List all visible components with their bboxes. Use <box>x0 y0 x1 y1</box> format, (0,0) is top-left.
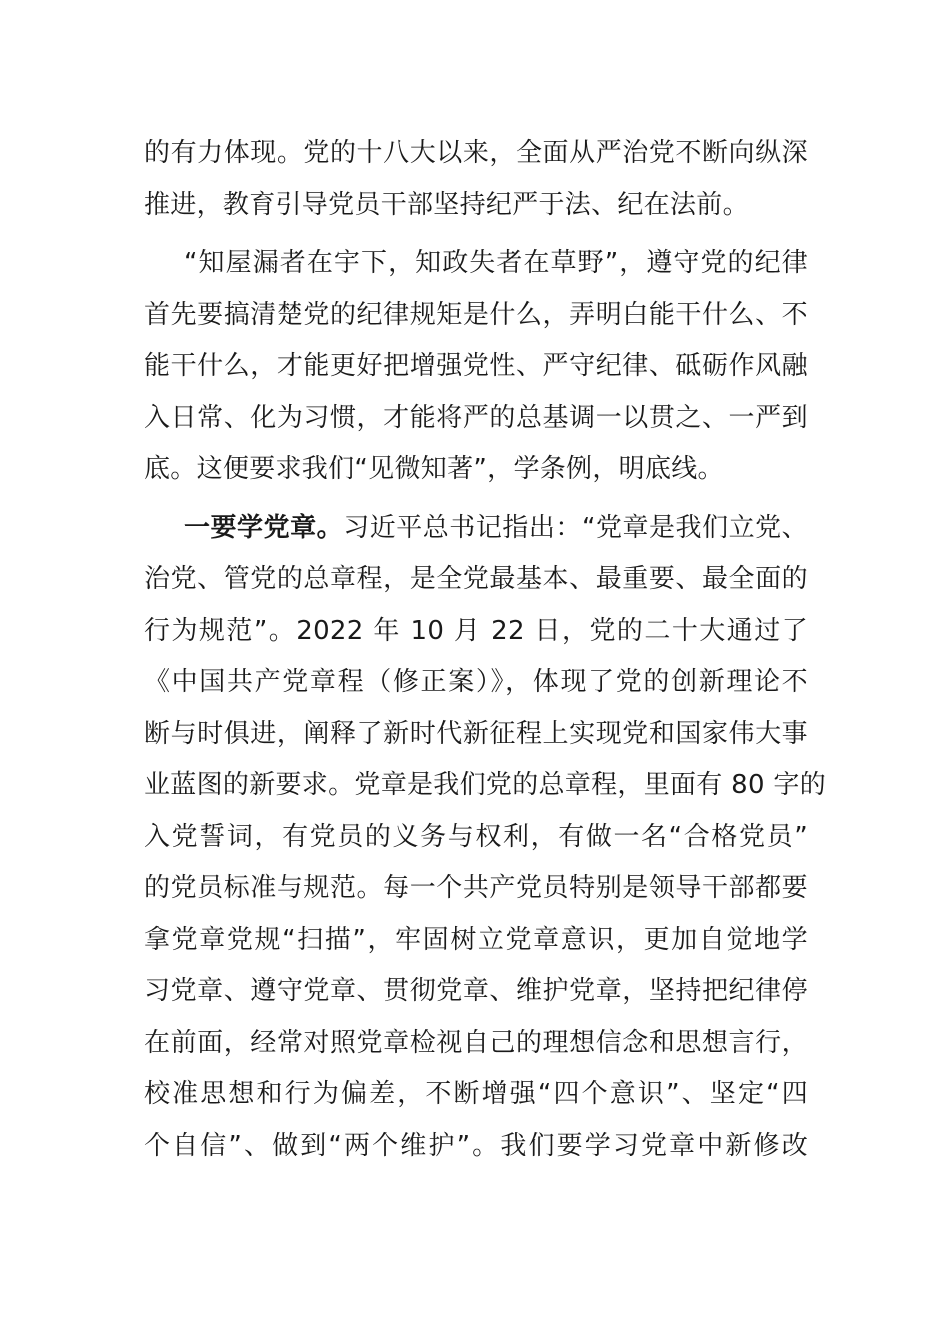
paragraph-2 <box>144 238 808 496</box>
paragraph-first-line <box>144 503 808 555</box>
paragraph-gap <box>144 496 808 503</box>
paragraph-line: 能干什么，才能更好把增强党性、严守纪律、砥砺作风融 <box>144 351 808 381</box>
paragraph-1 <box>144 128 808 231</box>
paragraph-gap <box>144 231 808 238</box>
document-body <box>144 128 827 1172</box>
paragraph-line: 入日常、化为习惯，才能将严的总基调一以贯之、一严到 <box>144 402 808 433</box>
paragraph-line-rest: 习近平总书记指出：“党章是我们立党、 <box>343 512 808 543</box>
paragraph-line: 的党员标准与规范。每一个共产党员特别是领导干部都要 <box>144 873 808 903</box>
paragraph-line: 个自信”、做到“两个维护”。我们要学习党章中新修改 <box>144 1130 808 1161</box>
paragraph-line: 治党、管党的总章程，是全党最基本、最重要、最全面的 <box>144 564 808 594</box>
paragraph-line: 习党章、遵守党章、贯彻党章、维护党章，坚持把纪律停 <box>144 976 808 1006</box>
paragraph-3 <box>144 503 827 1173</box>
paragraph-line: 拿党章党规“扫描”，牢固树立党章意识，更加自觉地学 <box>144 924 808 955</box>
paragraph-line: 底。这便要求我们“见微知著”，学条例，明底线。 <box>144 454 724 484</box>
paragraph-line: 校准思想和行为偏差，不断增强“四个意识”、坚定“四 <box>144 1079 808 1109</box>
paragraph-line: 《中国共产党章程（修正案）》，体现了党的创新理论不 <box>144 667 808 697</box>
paragraph-line: 在前面，经常对照党章检视自己的理想信念和思想言行， <box>144 1027 808 1058</box>
paragraph-line: 业蓝图的新要求。党章是我们党的总章程，里面有 80 字的 <box>144 770 827 800</box>
paragraph-line: 入党誓词，有党员的义务与权利，有做一名“合格党员” <box>144 821 808 852</box>
paragraph-line: 断与时俱进，阐释了新时代新征程上实现党和国家伟大事 <box>144 718 808 749</box>
paragraph-line: 推进，教育引导党员干部坚持纪严于法、纪在法前。 <box>144 189 749 220</box>
section-heading: 一要学党章。 <box>184 512 344 543</box>
paragraph-line: 的有力体现。党的十八大以来，全面从严治党不断向纵深 <box>144 138 808 168</box>
paragraph-line: 行为规范”。2022 年 10 月 22 日，党的二十大通过了 <box>144 615 808 646</box>
paragraph-line: 首先要搞清楚党的纪律规矩是什么，弄明白能干什么、不 <box>144 299 808 330</box>
paragraph-line: “知屋漏者在宇下，知政失者在草野”，遵守党的纪律 <box>184 248 808 278</box>
